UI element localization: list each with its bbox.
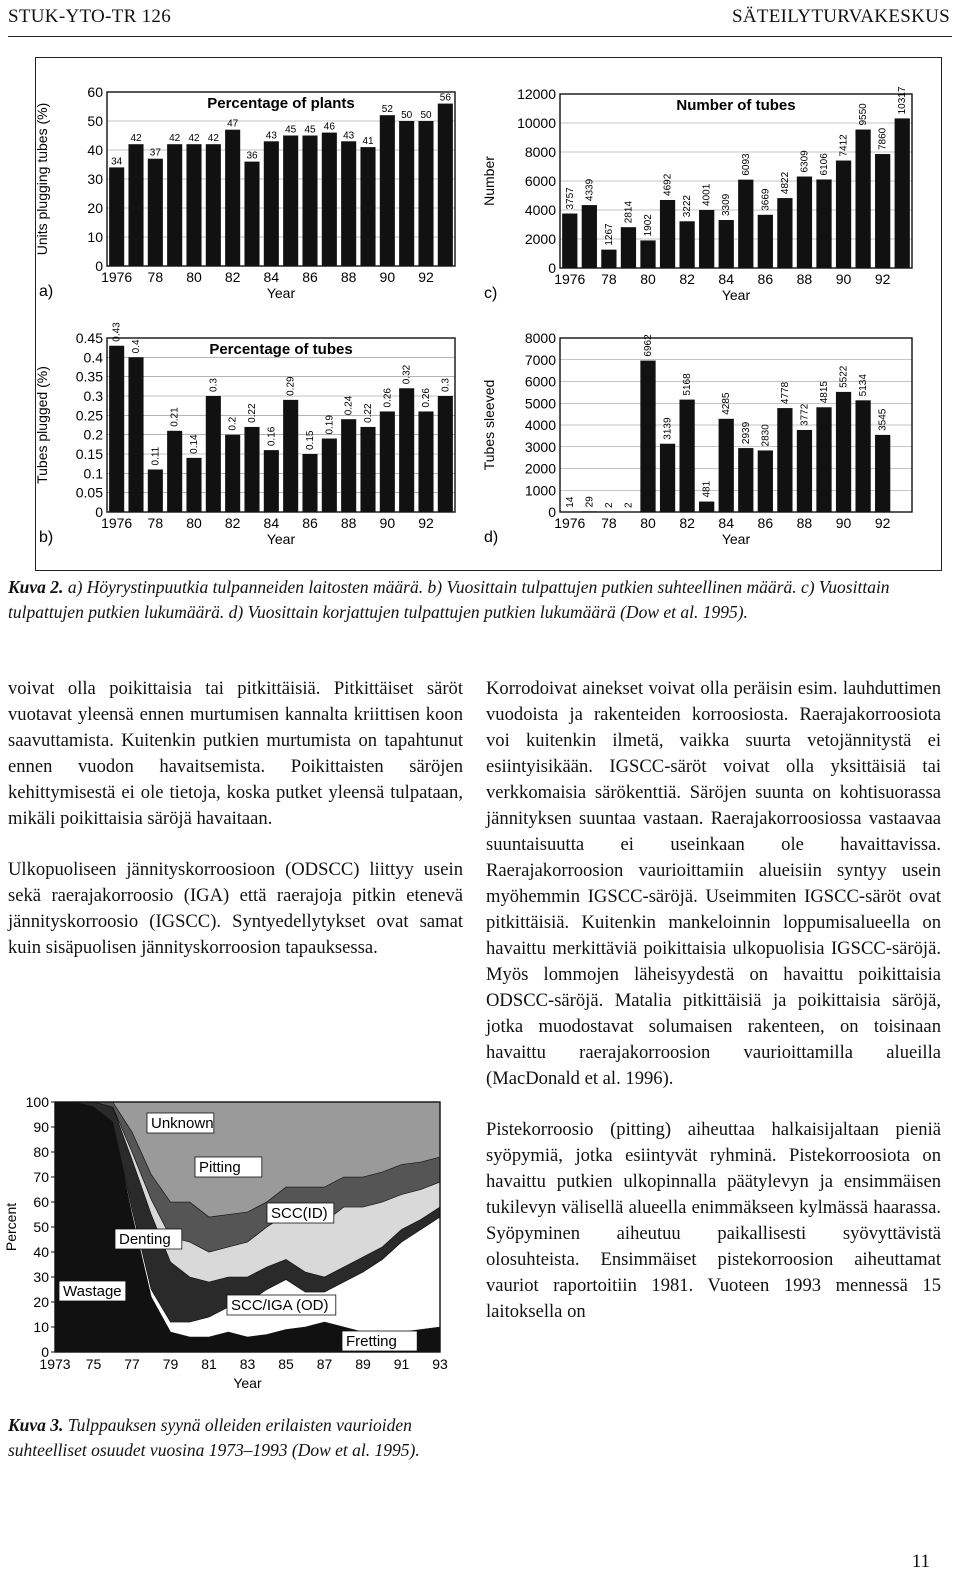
fig3-y-tick: 10	[33, 1319, 49, 1335]
chart-d-y-tick: 4000	[524, 417, 556, 433]
chart-a-data-label: 41	[362, 136, 374, 148]
chart-a-bar	[264, 141, 279, 266]
chart-a-panel-label: a)	[39, 283, 54, 300]
fig3-y-tick: 60	[33, 1194, 49, 1210]
chart-d-bar	[582, 511, 597, 512]
chart-d-data-label: 5134	[858, 374, 870, 397]
fig3-series-label: SCC(ID)	[271, 1205, 328, 1222]
chart-d-data-label: 6962	[643, 334, 654, 357]
chart-b-data-label: 0.32	[401, 364, 413, 385]
chart-b-data-label: 0.22	[247, 403, 258, 423]
chart-b-y-tick: 0	[95, 504, 103, 520]
chart-a-bar	[109, 167, 124, 266]
figure-2-caption-text: a) Höyrystinpuutkia tulpanneiden laitosten määrä. b) Vuosittain tulpattujen putkien suhteellinen määrä. c) Vuosittain tulpattujen putkien lukumäärä. d) Vuosittain korjattujen tulpattujen putkien lukumäärä (Dow et al. 1995).	[8, 577, 890, 622]
chart-a-bar	[225, 130, 240, 266]
chart-b-bar	[283, 400, 298, 512]
chart-b-bar	[302, 454, 317, 512]
chart-a-title: Percentage of plants	[207, 95, 355, 112]
chart-b-data-label: 0.16	[266, 426, 278, 447]
chart-c-bar	[895, 118, 910, 268]
chart-b-x-tick: 1976	[101, 515, 133, 531]
chart-a-y-tick: 10	[87, 229, 103, 245]
chart-c-bar	[836, 161, 851, 268]
chart-b-bar	[206, 396, 221, 512]
chart-d-y-tick: 8000	[524, 330, 556, 346]
chart-c-y-tick: 4000	[524, 202, 556, 218]
fig3-x-tick: 79	[162, 1356, 179, 1372]
chart-a-x-tick: 92	[418, 269, 434, 285]
chart-d-x-tick: 86	[757, 515, 774, 531]
chart-c-bar	[640, 240, 655, 268]
chart-a-panel	[35, 80, 475, 325]
fig3-x-tick: 83	[239, 1356, 256, 1372]
chart-d-bar	[777, 408, 792, 512]
chart-b-ylabel: Tubes plugged (%)	[35, 366, 50, 484]
figure-3-caption-text: Tulppauksen syynä olleiden erilaisten vaurioiden suhteelliset osuudet vuosina 1973–1993 (Dow et al. 1995).	[8, 1415, 420, 1460]
chart-d-data-label: 3139	[662, 417, 674, 440]
chart-c-y-tick: 6000	[524, 173, 556, 189]
chart-b-panel-label: b)	[39, 529, 54, 546]
chart-c-data-label: 6093	[740, 153, 752, 176]
chart-a-data-label: 56	[439, 92, 451, 104]
chart-a-data-label: 43	[343, 130, 355, 142]
chart-b-data-label: 0.3	[440, 378, 452, 392]
chart-a-bar	[438, 104, 453, 266]
chart-b-y-tick: 0.3	[83, 388, 103, 404]
chart-b-y-tick: 0.05	[75, 484, 103, 501]
chart-a-data-label: 43	[265, 130, 277, 142]
chart-c-title: Number of tubes	[676, 97, 796, 114]
chart-a-data-label: 50	[420, 110, 432, 121]
chart-c-bar	[699, 210, 714, 268]
chart-d-y-tick: 0	[548, 504, 556, 520]
chart-b-x-tick: 82	[224, 515, 241, 531]
chart-d-ylabel: Tubes sleeved	[481, 379, 497, 471]
chart-d-y-tick: 5000	[524, 395, 556, 412]
chart-b-bar	[186, 458, 201, 512]
right-paragraph-1: Korrodoivat ainekset voivat olla peräisin esim. lauhduttimen vuodoista ja rakenteiden korroosiosta. Raerajakorroosiota voi kuitenkin ilmetä, vaikka suurta vetojännitystä ei esiintyisikään. IGSCC-säröt voivat olla yksittäisiä tai verkkomaisia särökenttiä. Säröjen suunta on kohtisuorassa jännityksen suuntaa vastaan. Raerajakorroosiossa vastaavaa suuntaisuutta ei useinkaan ole havaittavissa. Raerajakorroosion vaurioittamiin alueisiin syntyy usein myöhemmin IGSCC-säröjä. Useimmiten IGSCC-säröt ovat pitkittäisiä. Kuitenkin mankeloinnin loppumisalueella on havaittu merkittäviä poikittaisia ulkopuolisia IGSCC-säröjä. Myös lommojen läheisyydestä on havaittu poikittaisia ODSCC-säröjä. Matalia pitkittäisiä ja poikittaisia säröjä, jotka muodostavat solumaisen rakenteen, on toisinaan havaittu raerajakorroosion vaurioittamilla alueilla (MacDonald et al. 1996).	[486, 678, 941, 1089]
chart-a-data-label: 42	[207, 133, 219, 145]
chart-a-y-tick: 20	[87, 200, 103, 216]
chart-b-bar	[360, 427, 375, 512]
chart-d-x-tick: 92	[874, 515, 891, 531]
chart-c-y-tick: 0	[548, 260, 556, 276]
fig3-x-tick: 89	[355, 1356, 371, 1372]
chart-a-bar	[302, 136, 317, 267]
chart-d-bar	[758, 450, 773, 512]
chart-c-y-tick: 10000	[517, 115, 556, 131]
chart-b-x-tick: 86	[302, 515, 318, 531]
chart-b-y-tick: 0.25	[75, 407, 103, 424]
chart-a-data-label: 36	[246, 150, 258, 162]
chart-a-ylabel: Units plugging tubes (%)	[35, 102, 50, 256]
chart-d-data-label: 4778	[779, 381, 791, 405]
chart-a-bar	[128, 144, 143, 266]
fig3-series-label: Pitting	[199, 1159, 241, 1176]
chart-b-bar	[167, 431, 182, 512]
chart-c-x-tick: 1976	[554, 271, 586, 287]
chart-c-x-tick: 82	[679, 271, 695, 287]
chart-c-data-label: 1902	[643, 214, 654, 237]
fig3-x-tick: 93	[432, 1356, 448, 1372]
chart-b-bar	[341, 419, 356, 512]
header-left: STUK-YTO-TR 126	[8, 6, 172, 27]
chart-c-bar	[777, 198, 792, 268]
chart-b-data-label: 0.22	[363, 403, 374, 423]
chart-d-panel	[480, 316, 940, 571]
chart-b-y-tick: 0.2	[83, 426, 103, 443]
chart-d-y-tick: 7000	[524, 351, 556, 368]
chart-a-bar	[380, 115, 395, 266]
chart-b-x-tick: 84	[263, 515, 280, 531]
chart-b-bar	[322, 439, 337, 512]
chart-c-xlabel: Year	[721, 287, 751, 303]
chart-c-data-label: 6106	[819, 153, 830, 176]
chart-b-bar	[225, 435, 240, 512]
chart-c-x-tick: 80	[640, 271, 656, 287]
chart-c-data-label: 3222	[682, 195, 694, 218]
chart-b-data-label: 0.21	[169, 407, 181, 427]
chart-d-bar	[738, 448, 753, 512]
chart-d	[480, 316, 940, 566]
chart-b-x-tick: 80	[186, 515, 202, 531]
fig3-y-tick: 90	[33, 1119, 49, 1135]
chart-c	[480, 80, 940, 320]
chart-c-x-tick: 90	[835, 271, 852, 287]
chart-b-bar	[128, 357, 143, 512]
chart-b-bar	[264, 450, 279, 512]
chart-a-bar	[244, 162, 259, 266]
chart-a-data-label: 42	[169, 133, 181, 145]
chart-a-bar	[360, 147, 375, 266]
chart-c-bar	[562, 214, 577, 268]
fig3-x-tick: 91	[393, 1356, 410, 1372]
figure-2-caption	[8, 575, 948, 625]
chart-c-data-label: 6309	[799, 150, 811, 173]
chart-b-data-label: 0.24	[343, 395, 355, 416]
header-right: SÄTEILYTURVAKESKUS	[731, 6, 950, 27]
chart-c-panel-label: c)	[484, 285, 498, 302]
figure-2-caption-label: Kuva 2.	[8, 577, 64, 597]
chart-b-y-tick: 0.45	[75, 330, 103, 346]
chart-a-data-label: 34	[111, 156, 123, 168]
fig3-y-tick: 30	[33, 1269, 49, 1285]
chart-b-x-tick: 78	[147, 515, 164, 531]
chart-b-bar	[399, 388, 414, 512]
chart-d-bar	[836, 392, 851, 512]
fig3-y-tick: 40	[33, 1244, 49, 1260]
chart-b-bar	[418, 411, 433, 512]
chart-c-y-tick: 12000	[517, 86, 556, 102]
chart-d-data-label: 481	[701, 480, 713, 498]
chart-d-x-tick: 88	[796, 515, 813, 531]
chart-c-panel	[480, 80, 940, 325]
chart-b-data-label: 0.4	[131, 339, 142, 354]
chart-a-y-tick: 0	[95, 258, 103, 274]
chart-c-data-label: 3757	[564, 187, 576, 210]
chart-d-y-tick: 6000	[524, 373, 556, 390]
chart-c-bar	[758, 215, 773, 268]
chart-c-data-label: 4339	[584, 178, 596, 202]
fig3-x-tick: 1973	[39, 1356, 71, 1372]
chart-a-data-label: 50	[401, 110, 413, 121]
chart-c-x-tick: 92	[874, 271, 891, 287]
fig3-series-label: Denting	[119, 1231, 171, 1248]
fig3-ylabel: Percent	[3, 1202, 19, 1252]
chart-c-bar	[719, 220, 734, 268]
chart-c-bar	[797, 177, 812, 268]
fig3-x-tick: 85	[278, 1356, 294, 1372]
right-column	[486, 676, 941, 1350]
chart-a-y-tick: 30	[87, 171, 103, 187]
chart-d-data-label: 2	[623, 502, 635, 508]
chart-b-y-tick: 0.35	[75, 368, 103, 385]
chart-d-x-tick: 78	[601, 515, 617, 531]
chart-d-data-label: 3772	[799, 403, 811, 426]
chart-c-bar	[601, 250, 616, 268]
figure-3-caption-label: Kuva 3.	[8, 1415, 64, 1435]
chart-a-bar	[206, 144, 221, 266]
fig3-x-tick: 77	[124, 1356, 140, 1372]
chart-a-data-label: 46	[323, 121, 335, 133]
chart-c-data-label: 9550	[858, 103, 870, 126]
chart-a-x-tick: 1976	[101, 269, 133, 285]
chart-d-bar	[816, 407, 831, 512]
chart-c-bar	[582, 205, 597, 268]
chart-b-data-label: 0.3	[208, 378, 220, 392]
chart-b-bar	[244, 427, 259, 512]
fig3-y-tick: 70	[33, 1169, 49, 1185]
chart-c-bar	[816, 179, 831, 268]
chart-c-data-label: 3669	[760, 188, 772, 211]
figure-3-caption	[8, 1413, 463, 1463]
fig3-y-tick: 50	[33, 1219, 49, 1235]
chart-b-data-label: 0.43	[111, 322, 123, 342]
chart-b-x-tick: 88	[340, 515, 357, 531]
fig3-x-tick: 87	[316, 1356, 333, 1372]
chart-d-bar	[640, 361, 655, 512]
chart-d-bar	[699, 502, 714, 512]
right-paragraph-2: Pistekorroosio (pitting) aiheuttaa halkaisijaltaan pieniä syöpymiä, jotka esiintyvät ryhminä. Pistekorroosiota on havaittu putkien ulkopinnalla päätylevyn ja ensimmäisen tukilevyn välisellä alueella enimmäkseen kylmässä haarassa. Syöpyminen aiheutuu paikallisesti syövyttävistä olosuhteista. Ensimmäiset pistekorroosion aiheuttamat vauriot raportoitiin 1981. Vuoteen 1993 mennessä 15 laitoksella on	[486, 1119, 941, 1322]
chart-d-y-tick: 2000	[524, 460, 556, 477]
left-column	[8, 676, 463, 986]
chart-c-data-label: 7860	[877, 127, 889, 151]
chart-b-data-label: 0.26	[421, 387, 432, 408]
chart-a-bar	[399, 121, 414, 266]
chart-d-data-label: 2830	[760, 424, 772, 447]
chart-a-xlabel: Year	[266, 285, 296, 301]
chart-d-data-label: 2	[603, 502, 615, 508]
fig3-y-tick: 0	[41, 1344, 49, 1360]
chart-a-data-label: 37	[149, 147, 161, 159]
chart-d-data-label: 29	[584, 496, 596, 508]
chart-b-data-label: 0.2	[227, 416, 239, 431]
chart-a-data-label: 47	[227, 118, 239, 130]
chart-d-bar	[660, 444, 675, 512]
chart-d-data-label: 5522	[838, 365, 850, 388]
left-paragraph-1: voivat olla poikittaisia tai pitkittäisiä. Pitkittäiset säröt vuotavat yleensä ennen murtumisen kannalta kriittisen koon saavuttamista. Kuitenkin putkien murtumista on tapahtunut ennen vuodon havaitsemista. Poikittaisten säröjen kehittymisestä ei ole tietoja, koska putket yleensä tulpataan, mikäli poikittaisia säröjä havaitaan.	[8, 678, 463, 829]
chart-d-bar	[855, 400, 870, 512]
fig3-series-label: Unknown	[151, 1115, 214, 1132]
fig3-y-tick: 20	[33, 1294, 49, 1310]
chart-b-x-tick: 90	[379, 515, 396, 531]
chart-b-data-label: 0.29	[285, 376, 297, 396]
chart-c-data-label: 10317	[897, 86, 909, 115]
chart-a-bar	[283, 136, 298, 267]
chart-b-data-label: 0.11	[150, 446, 162, 466]
chart-a-x-tick: 86	[302, 269, 318, 285]
chart-d-xlabel: Year	[721, 531, 751, 547]
chart-a-y-tick: 40	[87, 142, 103, 158]
chart-b-bar	[380, 411, 395, 512]
chart-c-bar	[855, 130, 870, 268]
fig3-x-tick: 81	[201, 1356, 217, 1372]
chart-d-data-label: 2939	[740, 421, 752, 445]
chart-a-y-tick: 50	[87, 113, 103, 129]
chart-b-bar	[109, 346, 124, 512]
chart-a-x-tick: 80	[186, 269, 202, 285]
chart-a-x-tick: 78	[147, 269, 164, 285]
chart-d-x-tick: 82	[679, 515, 695, 531]
chart-d-x-tick: 1976	[554, 515, 586, 531]
chart-d-bar	[679, 400, 694, 512]
chart-b-data-label: 0.26	[382, 387, 394, 408]
chart-c-data-label: 1267	[603, 223, 615, 246]
chart-a-x-tick: 82	[224, 269, 241, 285]
chart-a-data-label: 45	[304, 124, 316, 136]
chart-d-y-tick: 3000	[524, 438, 556, 455]
chart-b-y-tick: 0.15	[75, 446, 103, 462]
chart-a-x-tick: 84	[263, 269, 280, 285]
chart-d-bar	[719, 419, 734, 512]
chart-c-y-tick: 2000	[524, 231, 556, 247]
chart-a-data-label: 45	[285, 124, 297, 136]
left-paragraph-2: Ulkopuoliseen jännityskorroosioon (ODSCC) liittyy usein sekä raerajakorroosio (IGA) että raerajoja pitkin etenevä jännityskorroosio (IGSCC). Syntyedellytykset ovat samat kuin sisäpuolisen jännityskorroosion tapauksessa.	[8, 859, 463, 958]
chart-a-data-label: 42	[188, 133, 200, 145]
chart-d-bar	[875, 435, 890, 512]
page-number: 11	[911, 1551, 930, 1572]
chart-b-xlabel: Year	[266, 531, 296, 547]
chart-c-bar	[621, 227, 636, 268]
chart-d-x-tick: 90	[835, 515, 852, 531]
chart-c-data-label: 7412	[838, 134, 850, 157]
chart-a	[35, 80, 475, 320]
chart-b-y-tick: 0.4	[83, 349, 103, 366]
chart-c-ylabel: Number	[481, 156, 497, 206]
chart-b-data-label: 0.14	[189, 434, 200, 454]
chart-d-data-label: 5168	[682, 373, 694, 396]
fig3-xlabel: Year	[233, 1375, 262, 1391]
chart-b-x-tick: 92	[418, 515, 434, 531]
chart-b-title: Percentage of tubes	[209, 341, 353, 358]
chart-c-x-tick: 78	[601, 271, 617, 287]
chart-c-x-tick: 84	[718, 271, 735, 287]
chart-a-data-label: 42	[130, 133, 142, 145]
fig3-series-label: Wastage	[63, 1283, 122, 1300]
chart-a-bar	[186, 144, 201, 266]
chart-b-panel	[35, 316, 475, 571]
chart-b-bar	[148, 469, 163, 512]
chart-d-x-tick: 84	[718, 515, 735, 531]
header-rule	[8, 36, 952, 37]
chart-c-data-label: 4001	[701, 183, 713, 206]
chart-b-data-label: 0.19	[324, 415, 336, 435]
chart-a-bar	[167, 144, 182, 266]
fig3-x-tick: 75	[85, 1356, 102, 1372]
chart-d-data-label: 14	[564, 496, 576, 508]
chart-b-data-label: 0.15	[305, 430, 316, 450]
chart-fig3	[0, 1090, 470, 1410]
chart-a-bar	[322, 133, 337, 266]
chart-a-bar	[418, 121, 433, 266]
fig3-y-tick: 100	[25, 1094, 49, 1110]
chart-c-bar	[738, 180, 753, 268]
chart-a-bar	[148, 159, 163, 266]
chart-c-x-tick: 86	[757, 271, 774, 287]
chart-a-y-tick: 60	[87, 84, 103, 100]
fig3-y-tick: 80	[33, 1144, 49, 1160]
chart-c-y-tick: 8000	[524, 144, 556, 160]
chart-d-data-label: 3545	[877, 408, 889, 431]
chart-c-x-tick: 88	[796, 271, 813, 287]
chart-a-data-label: 52	[381, 104, 393, 116]
chart-a-x-tick: 90	[379, 269, 396, 285]
chart-c-data-label: 4692	[662, 173, 674, 196]
chart-a-x-tick: 88	[340, 269, 357, 285]
chart-a-bar	[341, 141, 356, 266]
chart-d-x-tick: 80	[640, 515, 656, 531]
chart-c-bar	[875, 154, 890, 268]
chart-c-data-label: 4822	[779, 171, 791, 195]
fig3-series-label: SCC/IGA (OD)	[231, 1297, 329, 1314]
chart-c-bar	[679, 221, 694, 268]
chart-b-bar	[438, 396, 453, 512]
fig3-series-label: Fretting	[346, 1333, 397, 1350]
chart-d-y-tick: 1000	[524, 482, 556, 499]
chart-c-data-label: 3309	[721, 193, 733, 217]
chart-d-bar	[797, 430, 812, 512]
chart-d-data-label: 4815	[819, 381, 830, 404]
chart-c-data-label: 2814	[623, 200, 635, 224]
chart-d-panel-label: d)	[484, 529, 499, 546]
chart-c-bar	[660, 200, 675, 268]
chart-b	[35, 316, 475, 566]
figure-3-panel	[0, 1090, 470, 1415]
chart-b-y-tick: 0.1	[83, 465, 103, 482]
chart-d-data-label: 4285	[721, 392, 733, 415]
